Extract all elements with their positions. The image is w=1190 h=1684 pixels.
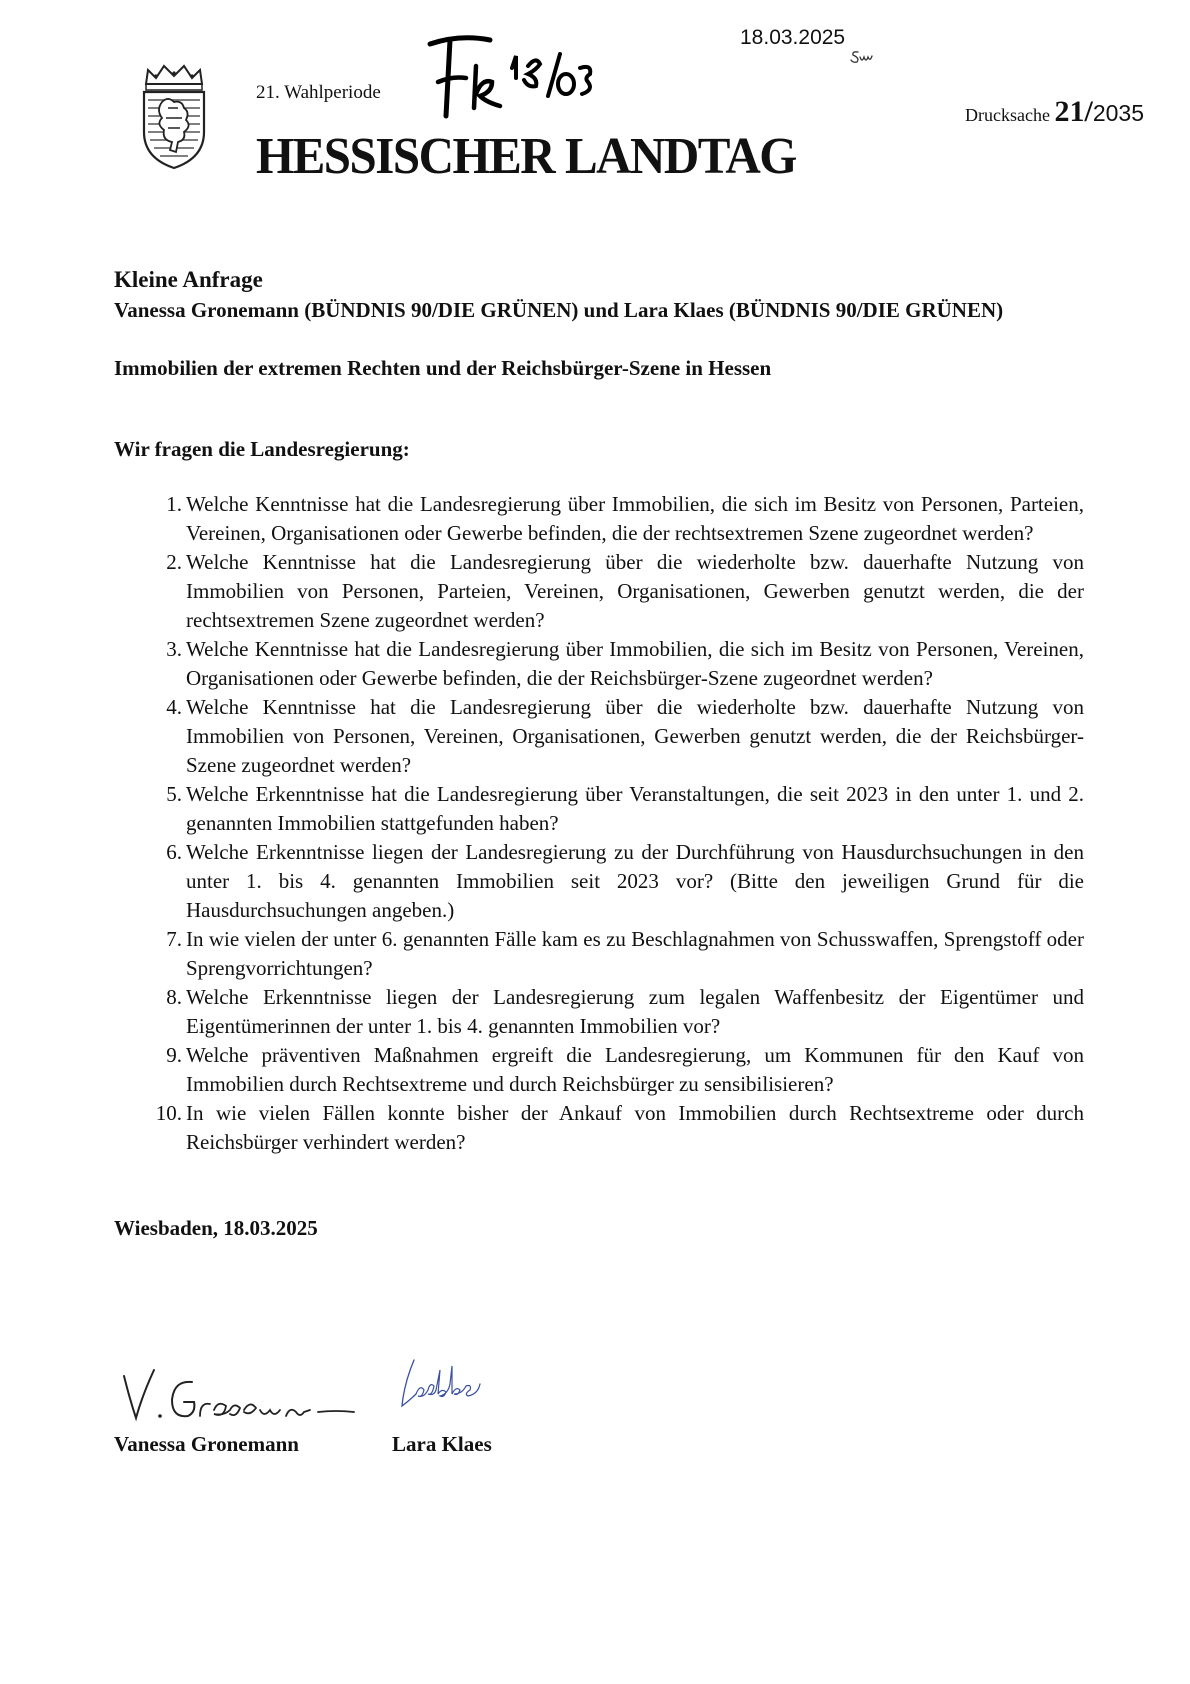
question-number: 6. [166, 840, 182, 864]
list-item [114, 635, 1084, 693]
question-text: In wie vielen Fällen konnte bisher der Ankauf von Immobilien durch Rechtsextreme oder durch Reichsbürger verhindert werden? [186, 1101, 1084, 1154]
document-subject: Immobilien der extremen Rechten und der Reichsbürger-Szene in Hessen [114, 356, 772, 380]
signature-image-klaes [394, 1354, 494, 1414]
signature-name: Lara Klaes [392, 1432, 492, 1456]
stamp-date: 18.03.2025 [740, 26, 846, 49]
hessen-coat-of-arms-icon [138, 62, 210, 172]
drucksache-prefix: 21/ [1054, 95, 1093, 128]
question-text: Welche präventiven Maßnahmen ergreift die Landesregierung, um Kommunen für den Kauf von Immobilien durch Rechtsextreme und durch Reichsbürger zu sensibilisieren? [186, 1043, 1084, 1096]
document-authors: Vanessa Gronemann (BÜNDNIS 90/DIE GRÜNEN) und Lara Klaes (BÜNDNIS 90/DIE GRÜNEN) [114, 298, 1004, 322]
drucksache-label: Drucksache [965, 105, 1050, 125]
question-intro: Wir fragen die Landesregierung: [114, 437, 410, 461]
question-number: 5. [166, 782, 182, 806]
document-type: Kleine Anfrage [114, 267, 263, 292]
question-number: 8. [166, 985, 182, 1009]
question-text: Welche Kenntnisse hat die Landesregierung über die wiederholte bzw. dauerhafte Nutzung von Immobilien von Personen, Parteien, Vereinen, Organisationen, Gewerben genutzt werden, die der rechtsextremen Szene zugeordnet werden? [186, 550, 1084, 632]
place-and-date: Wiesbaden, 18.03.2025 [114, 1216, 318, 1240]
question-text: Welche Erkenntnisse hat die Landesregierung über Veranstaltungen, die seit 2023 in den unter 1. und 2. genannten Immobilien stattgefunden haben? [186, 782, 1084, 835]
list-item [114, 693, 1084, 780]
signature-block [114, 1360, 614, 1470]
list-item [114, 838, 1084, 925]
signature-name: Vanessa Gronemann [114, 1432, 299, 1456]
list-item [114, 983, 1084, 1041]
question-number: 3. [166, 637, 182, 661]
question-text: Welche Kenntnisse hat die Landesregierung über Immobilien, die sich im Besitz von Personen, Vereinen, Organisationen oder Gewerbe befinden, die der Reichsbürger-Szene zugeordnet werden? [186, 637, 1084, 690]
list-item [114, 548, 1084, 635]
question-number: 1. [166, 492, 182, 516]
question-text: In wie vielen der unter 6. genannten Fälle kam es zu Beschlagnahmen von Schusswaffen, Sprengstoff oder Sprengvorrichtungen? [186, 927, 1084, 980]
question-number: 10. [155, 1101, 182, 1125]
question-text: Welche Kenntnisse hat die Landesregierung über die wiederholte bzw. dauerhafte Nutzung von Immobilien von Personen, Vereinen, Organisationen, Gewerben genutzt werden, die der Reichsbürger-Szene zugeordnet werden? [186, 695, 1084, 777]
signature-image-gronemann [114, 1360, 364, 1430]
list-item [114, 1041, 1084, 1099]
question-list [114, 490, 1084, 1157]
list-item [114, 925, 1084, 983]
question-number: 2. [166, 550, 182, 574]
handwritten-mark-stamp [420, 16, 600, 126]
document-body [114, 265, 1084, 1243]
question-number: 9. [166, 1043, 182, 1067]
list-item [114, 490, 1084, 548]
drucksache-value: 2035 [1092, 100, 1144, 126]
question-text: Welche Kenntnisse hat die Landesregierung über Immobilien, die sich im Besitz von Personen, Parteien, Vereinen, Organisationen oder Gewerbe befinden, die der rechtsextremen Szene zugeordnet werden? [186, 492, 1084, 545]
question-text: Welche Erkenntnisse liegen der Landesregierung zu der Durchführung von Hausdurchsuchungen in den unter 1. bis 4. genannten Immobilien seit 2023 vor? (Bitte den jeweiligen Grund für die Hausdurchsuchungen angeben.) [186, 840, 1084, 922]
wahlperiode: 21. Wahlperiode [256, 82, 381, 103]
question-number: 4. [166, 695, 182, 719]
stamp-initials-handwriting [850, 48, 878, 66]
list-item [114, 780, 1084, 838]
question-number: 7. [166, 927, 182, 951]
parliament-title: HESSISCHER LANDTAG [256, 127, 796, 185]
drucksache-number [965, 95, 1144, 129]
list-item [114, 1099, 1084, 1157]
question-text: Welche Erkenntnisse liegen der Landesregierung zum legalen Waffenbesitz der Eigentümer und Eigentümerinnen der unter 1. bis 4. genannten Immobilien vor? [186, 985, 1084, 1038]
